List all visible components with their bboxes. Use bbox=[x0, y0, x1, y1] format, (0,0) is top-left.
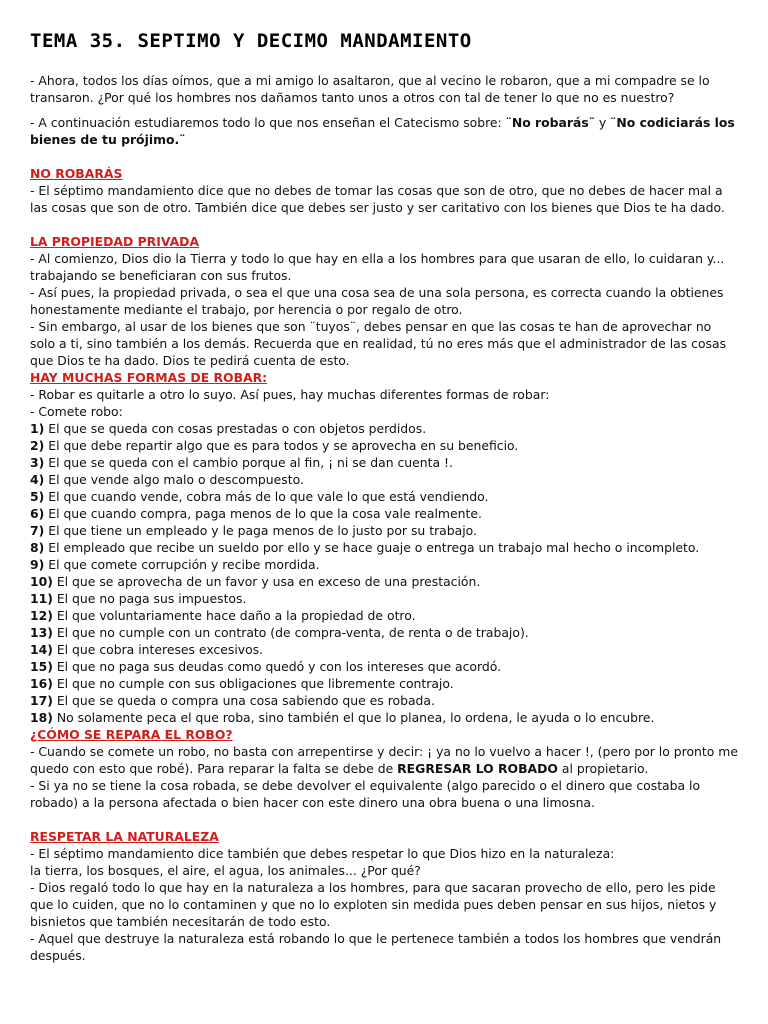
list-item-number: 12) bbox=[30, 608, 53, 623]
list-item bbox=[30, 641, 738, 658]
naturaleza-paragraph: la tierra, los bosques, el aire, el agua, los animales... ¿Por qué? bbox=[30, 863, 421, 878]
list-item-number: 2) bbox=[30, 438, 45, 453]
list-item-number: 17) bbox=[30, 693, 53, 708]
list-item-number: 18) bbox=[30, 710, 53, 725]
list-item-text: El que voluntariamente hace daño a la propiedad de otro. bbox=[52, 608, 416, 623]
list-item-text: El que comete corrupción y recibe mordida. bbox=[44, 557, 320, 572]
list-item bbox=[30, 420, 738, 437]
list-item-number: 4) bbox=[30, 472, 45, 487]
repara-text-end: al propietario. bbox=[557, 761, 649, 776]
intro-paragraph: - Ahora, todos los días oímos, que a mi amigo lo asaltaron, que al vecino le robaron, que a mi compadre se lo transaron. ¿Por qué los hombres nos dañamos tanto unos a otros con tal de tener lo que no es nuestro? bbox=[30, 73, 710, 105]
list-item bbox=[30, 590, 738, 607]
list-item-text: El que cobra intereses excesivos. bbox=[52, 642, 264, 657]
list-item-text: No solamente peca el que roba, sino también el que lo planea, lo ordena, le ayuda o lo encubre. bbox=[52, 710, 655, 725]
list-item-text: El empleado que recibe un sueldo por ello y se hace guaje o entrega un trabajo mal hecho o incompleto. bbox=[44, 540, 700, 555]
catecismo-paragraph bbox=[30, 114, 738, 148]
list-item-number: 3) bbox=[30, 455, 45, 470]
list-item-number: 8) bbox=[30, 540, 45, 555]
formas-paragraph: - Comete robo: bbox=[30, 404, 123, 419]
list-item-text: El que no cumple con un contrato (de compra-venta, de renta o de trabajo). bbox=[52, 625, 529, 640]
list-item-text: El que no cumple con sus obligaciones que libremente contrajo. bbox=[52, 676, 454, 691]
heading-propiedad-privada: LA PROPIEDAD PRIVADA bbox=[30, 234, 200, 249]
list-item-text: El que cuando compra, paga menos de lo que la cosa vale realmente. bbox=[44, 506, 482, 521]
list-item-text: El que no paga sus impuestos. bbox=[52, 591, 247, 606]
list-item bbox=[30, 488, 738, 505]
list-item-text: El que vende algo malo o descompuesto. bbox=[44, 472, 304, 487]
repara-text: - Cuando se comete un robo, no basta con arrepentirse y decir: ¡ ya no lo vuelvo a hacer !, (pero por lo pronto me quedo con esto que robé). Para reparar la falta se debe de bbox=[30, 744, 738, 776]
list-item bbox=[30, 675, 738, 692]
list-item bbox=[30, 437, 738, 454]
list-item-number: 14) bbox=[30, 642, 53, 657]
heading-formas-de-robar: HAY MUCHAS FORMAS DE ROBAR: bbox=[30, 370, 268, 385]
propiedad-paragraph: - Al comienzo, Dios dio la Tierra y todo lo que hay en ella a los hombres para que usaran de ello, lo cuidaran y... trabajando se beneficiaran con sus frutos. bbox=[30, 251, 725, 283]
list-item-number: 10) bbox=[30, 574, 53, 589]
naturaleza-paragraph: - Aquel que destruye la naturaleza está robando lo que le pertenece también a todos los hombres que vendrán después. bbox=[30, 931, 722, 963]
list-item bbox=[30, 607, 738, 624]
list-item-text: El que se aprovecha de un favor y usa en exceso de una prestación. bbox=[52, 574, 481, 589]
catecismo-bold-2: ¨No codiciarás los bienes de tu prójimo.¨ bbox=[30, 115, 735, 147]
robo-list bbox=[30, 420, 738, 726]
list-item bbox=[30, 573, 738, 590]
list-item-number: 6) bbox=[30, 506, 45, 521]
heading-no-robaras: NO ROBARÁS bbox=[30, 166, 123, 181]
propiedad-paragraph: - Sin embargo, al usar de los bienes que son ¨tuyos¨, debes pensar en que las cosas te han de aprovechar no solo a ti, sino también a los demás. Recuerda que en realidad, tú no eres más que el administrador de las cosas que Dios te ha dado. Dios te pedirá cuenta de esto. bbox=[30, 319, 727, 368]
list-item bbox=[30, 471, 738, 488]
naturaleza-paragraph: - Dios regaló todo lo que hay en la naturaleza a los hombres, para que sacaran provecho de ello, pero les pide que lo cuiden, que no lo contaminen y que no lo exploten sin medida pues deben pensar en sus hijos, nietos y bisnietos que también necesitarán de todo esto. bbox=[30, 880, 717, 929]
list-item-text: El que se queda con el cambio porque al fin, ¡ ni se dan cuenta !. bbox=[44, 455, 453, 470]
list-item-number: 9) bbox=[30, 557, 45, 572]
list-item-number: 5) bbox=[30, 489, 45, 504]
list-item-number: 7) bbox=[30, 523, 45, 538]
list-item-number: 15) bbox=[30, 659, 53, 674]
list-item-number: 16) bbox=[30, 676, 53, 691]
catecismo-joiner: y bbox=[594, 115, 611, 130]
list-item bbox=[30, 556, 738, 573]
repara-bold: REGRESAR LO ROBADO bbox=[397, 761, 558, 776]
list-item-text: El que cuando vende, cobra más de lo que vale lo que está vendiendo. bbox=[44, 489, 489, 504]
list-item bbox=[30, 709, 738, 726]
list-item bbox=[30, 624, 738, 641]
formas-paragraph: - Robar es quitarle a otro lo suyo. Así pues, hay muchas diferentes formas de robar: bbox=[30, 387, 550, 402]
list-item-number: 1) bbox=[30, 421, 45, 436]
list-item-text: El que debe repartir algo que es para todos y se aprovecha en su beneficio. bbox=[44, 438, 519, 453]
no-robaras-paragraph: - El séptimo mandamiento dice que no debes de tomar las cosas que son de otro, que no debes de hacer mal a las cosas que son de otro. También dice que debes ser justo y ser caritativo con los bienes que Dios te ha dado. bbox=[30, 183, 725, 215]
list-item-text: El que tiene un empleado y le paga menos de lo justo por su trabajo. bbox=[44, 523, 477, 538]
propiedad-paragraph: - Así pues, la propiedad privada, o sea el que una cosa sea de una sola persona, es correcta cuando la obtienes honestamente mediante el trabajo, por herencia o por regalo de otro. bbox=[30, 285, 724, 317]
list-item-text: El que se queda o compra una cosa sabiendo que es robada. bbox=[52, 693, 435, 708]
naturaleza-paragraph: - El séptimo mandamiento dice también que debes respetar lo que Dios hizo en la naturaleza: bbox=[30, 846, 615, 861]
repara-paragraph: - Si ya no se tiene la cosa robada, se debe devolver el equivalente (algo parecido o el dinero que costaba lo robado) a la persona afectada o bien hacer con este dinero una obra buena o una limosna. bbox=[30, 778, 701, 810]
list-item-number: 11) bbox=[30, 591, 53, 606]
catecismo-text: - A continuación estudiaremos todo lo que nos enseñan el Catecismo sobre: bbox=[30, 115, 506, 130]
heading-respetar-naturaleza: RESPETAR LA NATURALEZA bbox=[30, 829, 219, 844]
list-item bbox=[30, 454, 738, 471]
catecismo-bold-1: ¨No robarás¨ bbox=[505, 115, 595, 130]
repara-paragraph bbox=[30, 743, 738, 777]
page-title: TEMA 35. SEPTIMO Y DECIMO MANDAMIENTO bbox=[30, 30, 472, 52]
list-item bbox=[30, 692, 738, 709]
list-item bbox=[30, 522, 738, 539]
list-item-number: 13) bbox=[30, 625, 53, 640]
list-item-text: El que no paga sus deudas como quedó y con los intereses que acordó. bbox=[52, 659, 502, 674]
list-item bbox=[30, 658, 738, 675]
list-item-text: El que se queda con cosas prestadas o con objetos perdidos. bbox=[44, 421, 427, 436]
list-item bbox=[30, 505, 738, 522]
heading-como-se-repara: ¿CÓMO SE REPARA EL ROBO? bbox=[30, 727, 233, 742]
list-item bbox=[30, 539, 738, 556]
